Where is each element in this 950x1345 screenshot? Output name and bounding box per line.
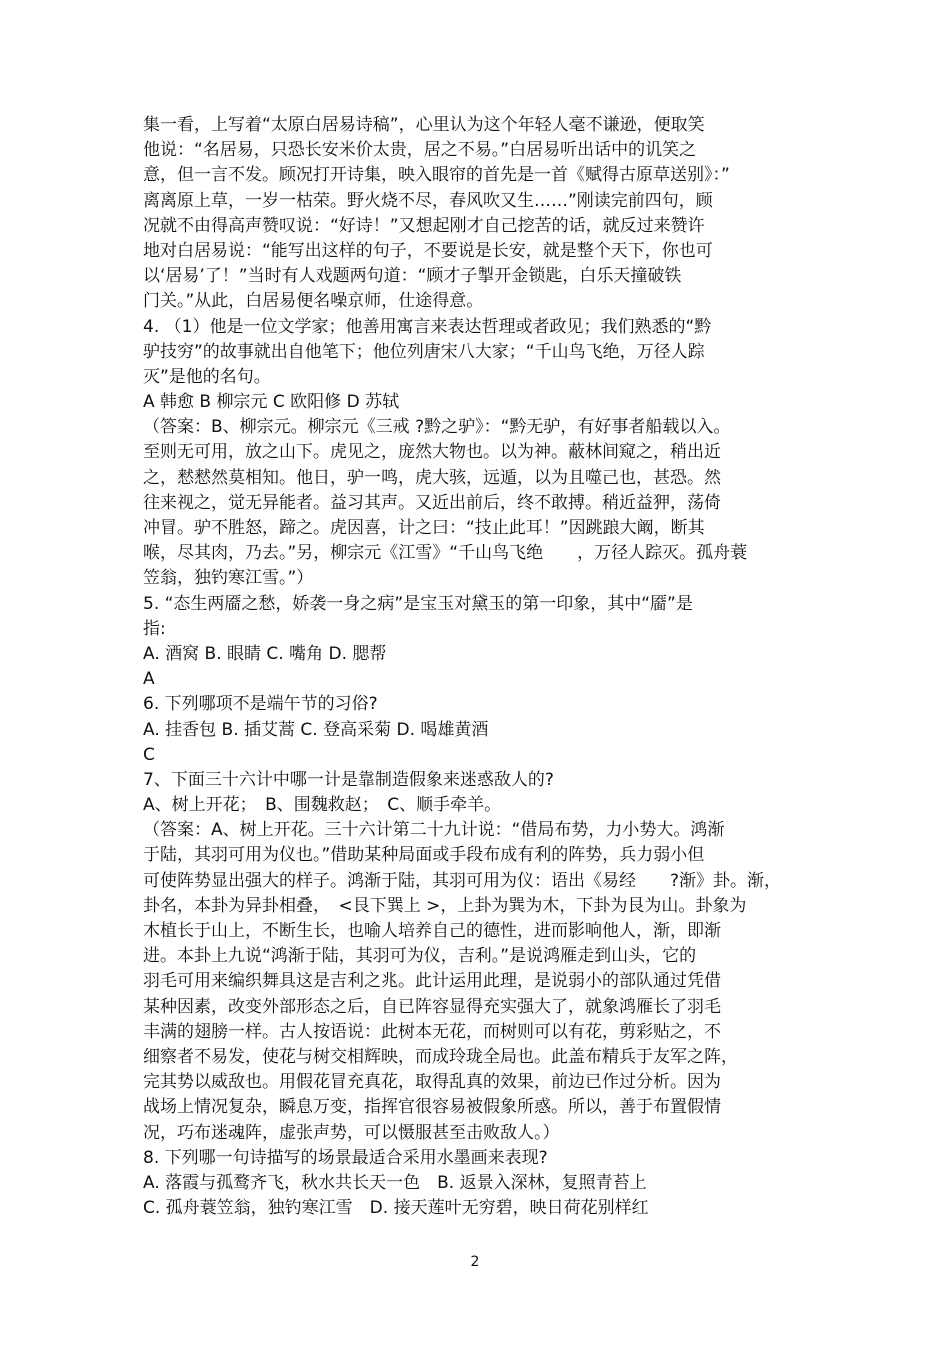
page-number: 2 — [470, 1254, 480, 1270]
text-line: 于陆，其羽可用为仪也。”借助某种局面或手段布成有利的阵势，兵力弱小但 — [143, 845, 705, 866]
text-line: 往来视之，觉无异能者。益习其声。又近出前后，终不敢搏。稍近益狎，荡倚 — [143, 492, 721, 513]
text-line: A. 落霞与孤鹜齐飞，秋水共长天一色 B. 返景入深林，复照青苔上 — [143, 1172, 647, 1193]
text-line: 驴技穷”的故事就出自他笔下；他位列唐宋八大家；“千山鸟飞绝，万径人踪 — [143, 341, 705, 362]
text-line: 细察者不易发，使花与树交相辉映，而成玲珑全局也。此盖布精兵于友军之阵， — [143, 1046, 738, 1067]
text-line: 况就不由得高声赞叹说：“好诗！”又想起刚才自己挖苦的话，就反过来赞许 — [143, 215, 705, 236]
text-line: 8. 下列哪一句诗描写的场景最适合采用水墨画来表现? — [143, 1147, 548, 1168]
text-line: 木植长于山上，不断生长，也喻人培养自己的德性，进而影响他人，渐，即渐 — [143, 921, 721, 941]
text-line: 卦名，本卦为异卦相叠， <艮下巽上 >，上卦为巽为木，下卦为艮为山。卦象为 — [143, 895, 747, 916]
text-line: 地对白居易说：“能写出这样的句子，不要说是长安，就是整个天下，你也可 — [143, 240, 713, 261]
text-line: A 韩愈 B 柳宗元 C 欧阳修 D 苏轼 — [143, 392, 400, 413]
text-line: 冲冒。驴不胜怒，蹄之。虎因喜，计之曰：“技止此耳！”因跳踉大阚，断其 — [143, 518, 705, 538]
text-line: 至则无可用，放之山下。虎见之，庞然大物也。以为神。蔽林间窥之，稍出近 — [143, 442, 721, 463]
text-line: 某种因素，改变外部形态之后，自已阵容显得充实强大了，就象鸿雁长了羽毛 — [143, 996, 721, 1017]
text-line: （答案：A、树上开花。三十六计第二十九计说：“借局布势，力小势大。鸿渐 — [143, 820, 725, 841]
text-line: A. 挂香包 B. 插艾蒿 C. 登高采菊 D. 喝雄黄酒 — [143, 719, 489, 740]
text-line: 完其势以威敌也。用假花冒充真花，取得乱真的效果，前边已作过分析。因为 — [143, 1072, 721, 1093]
text-line: 喉，尽其肉，乃去。”另，柳宗元《江雪》“千山鸟飞绝 ，万径人踪灭。孤舟蓑 — [143, 543, 748, 564]
text-line: 笠翁，独钓寒江雪。”） — [143, 568, 314, 589]
document-body — [143, 113, 823, 1221]
text-line: 战场上情况复杂，瞬息万变，指挥官很容易被假象所惑。所以，善于布置假情 — [143, 1097, 721, 1118]
text-line: （答案：B、柳宗元。柳宗元《三戒 ?黔之驴》：“黔无驴，有好事者船载以入。 — [143, 417, 731, 438]
text-line: 以‘居易’了！”当时有人戏题两句道：“顾才子掣开金锁匙，白乐天撞破铁 — [143, 266, 682, 287]
text-line: 意，但一言不发。顾况打开诗集，映入眼帘的首先是一首《赋得古原草送别》：” — [143, 165, 730, 186]
text-line: 之，慭慭然莫相知。他日，驴一鸣，虎大骇，远遁，以为且噬己也，甚恐。然 — [143, 467, 721, 488]
text-line: 丰满的翅膀一样。古人按语说：此树本无花，而树则可以有花，剪彩贴之，不 — [143, 1021, 721, 1042]
text-line: 灭”是他的名句。 — [143, 366, 271, 387]
text-line: 离离原上草，一岁一枯荣。野火烧不尽，春风吹又生……”刚读完前四句，顾 — [143, 190, 713, 211]
text-line: 他说：“名居易，只恐长安米价太贵，居之不易。”白居易听出话中的讥笑之 — [143, 140, 697, 161]
text-line: 6. 下列哪项不是端午节的习俗? — [143, 694, 378, 715]
text-line: 门关。”从此，白居易便名噪京师，仕途得意。 — [143, 291, 484, 312]
text-line: A、树上开花； B、围魏救赵； C、顺手牵羊。 — [143, 795, 502, 816]
text-line: 可使阵势显出强大的样子。鸿渐于陆，其羽可用为仪：语出《易经 ?渐》卦。渐， — [143, 870, 782, 891]
text-line: 4. （1）他是一位文学家；他善用寓言来表达哲理或者政见；我们熟悉的“黔 — [143, 316, 712, 337]
text-line: 7、下面三十六计中哪一计是靠制造假象来迷惑敌人的? — [143, 769, 554, 790]
text-line: 指: — [143, 618, 166, 639]
text-line: 况，巧布迷魂阵，虚张声势，可以慑服甚至击败敌人。） — [143, 1122, 560, 1143]
text-line: 5. “态生两靥之愁，娇袭一身之病”是宝玉对黛玉的第一印象，其中“靥”是 — [143, 593, 693, 614]
text-line: 进。本卦上九说“鸿渐于陆，其羽可为仪，吉利。”是说鸿雁走到山头，它的 — [143, 946, 697, 967]
text-line: A — [143, 669, 155, 690]
text-line: C. 孤舟蓑笠翁，独钓寒江雪 D. 接天莲叶无穷碧，映日荷花别样红 — [143, 1198, 649, 1219]
text-line: C — [143, 744, 155, 765]
text-line: A. 酒窝 B. 眼睛 C. 嘴角 D. 腮帮 — [143, 643, 387, 664]
text-line: 集一看，上写着“太原白居易诗稿”，心里认为这个年轻人毫不谦逊，便取笑 — [143, 115, 705, 135]
text-line: 羽毛可用来编织舞具这是吉利之兆。此计运用此理，是说弱小的部队通过凭借 — [143, 971, 721, 992]
